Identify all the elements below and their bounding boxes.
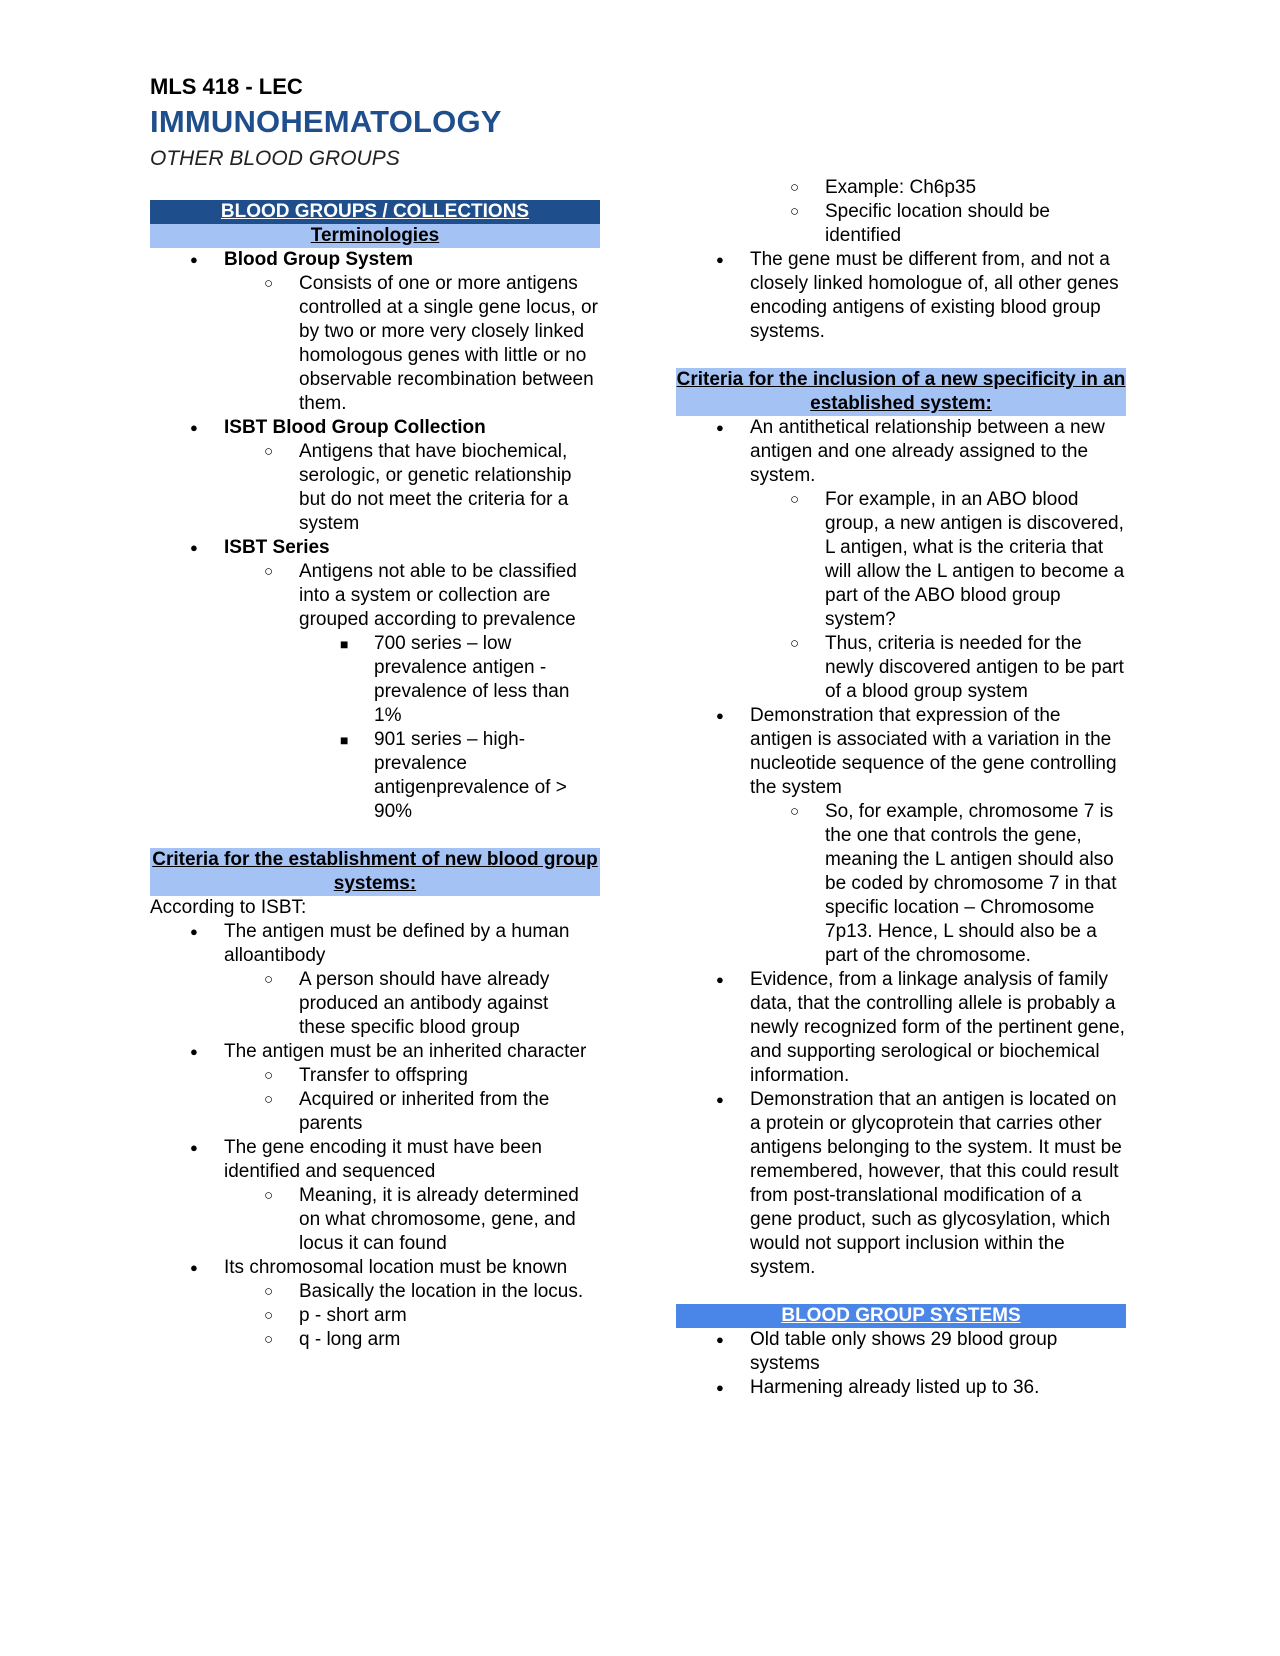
bullet-disc-icon: ● <box>716 1380 724 1395</box>
bullet-disc-icon: ● <box>716 252 724 267</box>
list-item <box>150 248 600 272</box>
list-item <box>676 1088 1126 1280</box>
list-item <box>150 1184 600 1256</box>
bullet-disc-icon: ● <box>716 1332 724 1347</box>
list-item <box>676 1328 1126 1376</box>
system-note: Old table only shows 29 blood group systems <box>750 1329 1058 1374</box>
series-700: 700 series – low prevalence antigen - prevalence of less than 1% <box>374 633 570 726</box>
section-heading-blood-groups: BLOOD GROUPS / COLLECTIONS <box>150 200 600 224</box>
list-item <box>676 632 1126 704</box>
list-item <box>150 632 600 728</box>
criterion-note: Acquired or inherited from the parents <box>299 1089 550 1134</box>
bullet-disc-icon: ● <box>716 708 724 723</box>
bullet-circle-icon: ○ <box>264 443 274 460</box>
bullet-circle-icon: ○ <box>264 1283 274 1300</box>
list-item <box>676 800 1126 968</box>
list-item <box>150 440 600 536</box>
criterion: Demonstration that expression of the antigen is associated with a variation in the nucleotide sequence of the gene controlling the system <box>750 705 1117 798</box>
criterion-note: Specific location should be identified <box>825 201 1050 246</box>
subheading-criteria-inclusion: Criteria for the inclusion of a new specificity in an established system: <box>676 369 1126 414</box>
criterion-note: q - long arm <box>299 1329 401 1350</box>
bullet-circle-icon: ○ <box>264 1307 274 1324</box>
list-item <box>150 728 600 824</box>
criterion-note: So, for example, chromosome 7 is the one that controls the gene, meaning the L antigen should also be coded by chromosome 7 in that specific location – Chromosome 7p13. Hence, L should also be a part of the chromosome. <box>825 801 1117 966</box>
criterion-note: Basically the location in the locus. <box>299 1281 584 1302</box>
bullet-circle-icon: ○ <box>790 179 800 196</box>
bullet-disc-icon: ● <box>190 1260 198 1275</box>
page-subtitle: OTHER BLOOD GROUPS <box>150 147 400 170</box>
list-item <box>676 488 1126 632</box>
bullet-disc-icon: ● <box>716 420 724 435</box>
criterion: The antigen must be an inherited character <box>224 1041 587 1062</box>
page-title: IMMUNOHEMATOLOGY <box>150 104 502 139</box>
bullet-circle-icon: ○ <box>790 803 800 820</box>
bullet-circle-icon: ○ <box>264 971 274 988</box>
according-text: According to ISBT: <box>150 897 307 918</box>
term-title: ISBT Series <box>224 537 330 558</box>
bullet-circle-icon: ○ <box>264 275 274 292</box>
criterion: The antigen must be defined by a human alloantibody <box>224 921 570 966</box>
list-item <box>150 1064 600 1088</box>
course-code: MLS 418 - LEC <box>150 74 303 99</box>
list-item <box>150 1304 600 1328</box>
subheading-terminologies: Terminologies <box>150 224 600 248</box>
list-item <box>150 1256 600 1280</box>
list-item <box>150 1088 600 1136</box>
bullet-disc-icon: ● <box>716 1092 724 1107</box>
bullet-circle-icon: ○ <box>790 491 800 508</box>
term-title: ISBT Blood Group Collection <box>224 417 486 438</box>
list-item <box>150 536 600 560</box>
bullet-circle-icon: ○ <box>264 1067 274 1084</box>
bullet-circle-icon: ○ <box>264 1091 274 1108</box>
list-item <box>676 1376 1126 1400</box>
section-heading-blood-group-systems: BLOOD GROUP SYSTEMS <box>676 1304 1126 1328</box>
bullet-disc-icon: ● <box>190 1140 198 1155</box>
bullet-disc-icon: ● <box>716 972 724 987</box>
series-901: 901 series – high-prevalence antigenprevalence of > 90% <box>374 729 567 822</box>
list-item <box>150 1136 600 1184</box>
criterion-note: Meaning, it is already determined on what chromosome, gene, and locus it can found <box>299 1185 579 1254</box>
list-item <box>676 248 1126 344</box>
bullet-disc-icon: ● <box>190 540 198 555</box>
list-item <box>150 1280 600 1304</box>
term-description: Consists of one or more antigens controlled at a single gene locus, or by two or more very closely linked homologous genes with little or no observable recombination between them. <box>299 273 598 414</box>
criterion-note: A person should have already produced an antibody against these specific blood group <box>299 969 550 1038</box>
term-description: Antigens not able to be classified into a system or collection are grouped according to prevalence <box>299 561 577 630</box>
bullet-circle-icon: ○ <box>264 1187 274 1204</box>
list-item <box>150 1328 600 1352</box>
bullet-disc-icon: ● <box>190 420 198 435</box>
right-column <box>676 176 1126 1400</box>
bullet-circle-icon: ○ <box>264 1331 274 1348</box>
term-title: Blood Group System <box>224 249 413 270</box>
term-description: Antigens that have biochemical, serologic, or genetic relationship but do not meet the criteria for a system <box>299 441 572 534</box>
list-item <box>150 1040 600 1064</box>
bullet-disc-icon: ● <box>190 1044 198 1059</box>
criterion-note: Example: Ch6p35 <box>825 177 977 198</box>
subheading-criteria-establishment: Criteria for the establishment of new blood group systems: <box>150 848 600 896</box>
list-item <box>676 176 1126 200</box>
bullet-circle-icon: ○ <box>790 635 800 652</box>
list-item <box>676 968 1126 1088</box>
criterion: Its chromosomal location must be known <box>224 1257 568 1278</box>
list-item <box>150 560 600 632</box>
criterion-note: p - short arm <box>299 1305 407 1326</box>
criterion-note: Thus, criteria is needed for the newly discovered antigen to be part of a blood group system <box>825 633 1124 702</box>
bullet-disc-icon: ● <box>190 252 198 267</box>
criterion: Demonstration that an antigen is located on a protein or glycoprotein that carries other antigens belonging to the system. It must be remembered, however, that this could result from post-translational modification of a gene product, such as glycosylation, which would not support inclusion within the system. <box>750 1089 1122 1278</box>
bullet-square-icon: ■ <box>340 732 349 748</box>
bullet-square-icon: ■ <box>340 636 349 652</box>
list-item <box>676 200 1126 248</box>
list-item <box>150 272 600 416</box>
left-column <box>150 200 600 1352</box>
criterion: The gene encoding it must have been identified and sequenced <box>224 1137 542 1182</box>
list-item <box>150 968 600 1040</box>
list-item <box>150 920 600 968</box>
list-item <box>676 416 1126 488</box>
bullet-circle-icon: ○ <box>790 203 800 220</box>
bullet-circle-icon: ○ <box>264 563 274 580</box>
criterion-note: For example, in an ABO blood group, a new antigen is discovered, L antigen, what is the criteria that will allow the L antigen to become a part of the ABO blood group system? <box>825 489 1125 630</box>
criterion-note: Transfer to offspring <box>299 1065 468 1086</box>
bullet-disc-icon: ● <box>190 924 198 939</box>
system-note: Harmening already listed up to 36. <box>750 1377 1040 1398</box>
criterion: Evidence, from a linkage analysis of family data, that the controlling allele is probably a newly recognized form of the pertinent gene, and supporting serological or biochemical information. <box>750 969 1125 1086</box>
criterion: The gene must be different from, and not a closely linked homologue of, all other genes encoding antigens of existing blood group systems. <box>750 249 1119 342</box>
criterion: An antithetical relationship between a new antigen and one already assigned to the system. <box>750 417 1105 486</box>
list-item <box>150 416 600 440</box>
list-item <box>676 704 1126 800</box>
